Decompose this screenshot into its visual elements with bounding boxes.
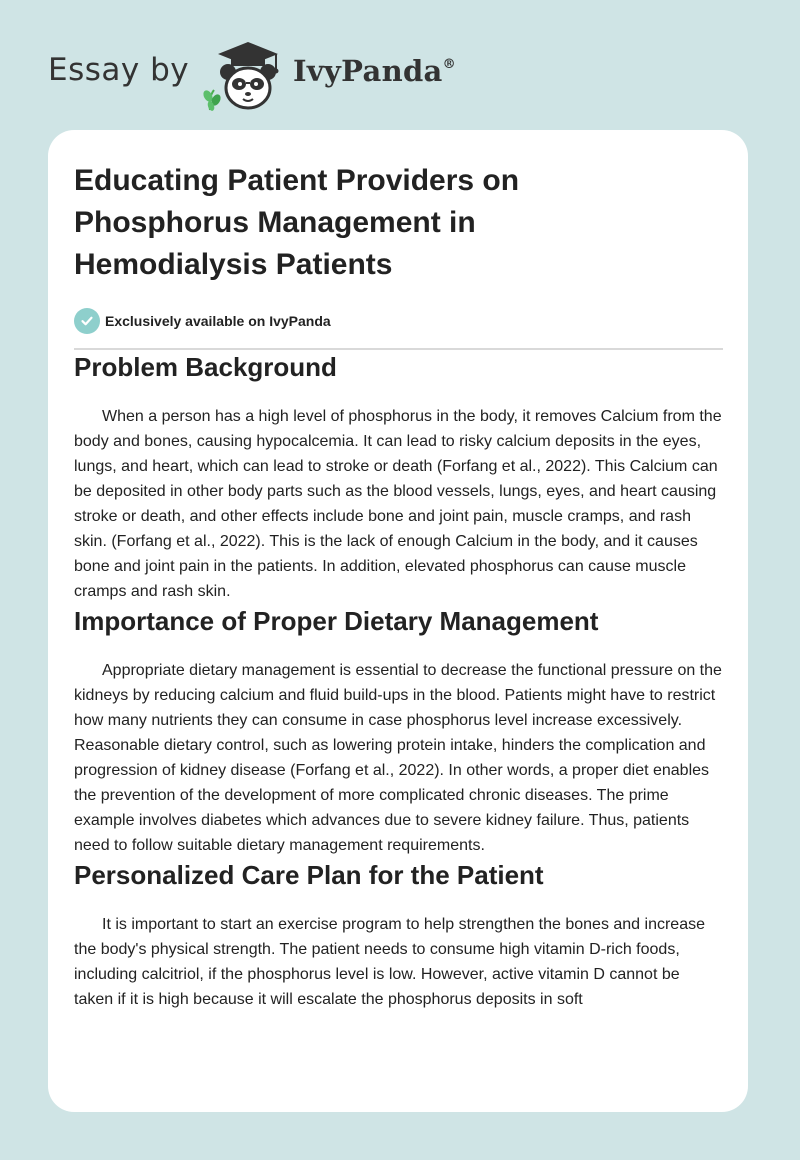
brand-text: IvyPanda <box>293 54 443 88</box>
document-content <box>74 160 723 1012</box>
registered-mark: ® <box>442 57 456 73</box>
panda-logo-icon[interactable] <box>198 36 290 112</box>
badge-text: Exclusively available on IvyPanda <box>105 313 331 329</box>
essay-by-label: Essay by <box>48 52 190 88</box>
checkmark-icon <box>74 308 100 334</box>
document-card <box>48 130 748 1112</box>
site-header <box>48 32 548 112</box>
section-heading-dietary-management: Importance of Proper Dietary Management <box>74 606 599 636</box>
section-paragraph-care-plan: It is important to start an exercise program to help strengthen the bones and increase the body's physical strength. The patient needs to consume high vitamin D-rich foods, including calcitriol, if the phosphorus level is low. However, active vitamin D cannot be taken if it is high because it will escalate the phosphorus deposits in soft <box>74 916 705 1008</box>
section-heading-care-plan: Personalized Care Plan for the Patient <box>74 860 544 890</box>
section-heading-problem-background: Problem Background <box>74 352 337 382</box>
brand-name[interactable] <box>293 54 456 88</box>
exclusive-badge <box>74 308 723 334</box>
section-paragraph-dietary-management: Appropriate dietary management is essential to decrease the functional pressure on the kidneys by reducing calcium and fluid build-ups in the blood. Patients might have to restrict how many nutrients they can consume in case phosphorus level increase excessively. Reasonable dietary control, such as lowering protein intake, hinders the complication and progression of kidney disease (Forfang et al., 2022). In other words, a proper diet enables the prevention of the development of more complicated chronic diseases. The prime example involves diabetes which advances due to severe kidney failure. Thus, patients need to follow suitable dietary management requirements. <box>74 662 722 854</box>
section-paragraph-problem-background: When a person has a high level of phosphorus in the body, it removes Calcium from the body and bones, causing hypocalcemia. It can lead to risky calcium deposits in the eyes, lungs, and heart, which can lead to stroke or death (Forfang et al., 2022). This Calcium can be deposited in other body parts such as the blood vessels, lungs, eyes, and heart causing stroke or death, and other effects include bone and joint pain, muscle cramps, and rash skin. (Forfang et al., 2022). This is the lack of enough Calcium in the body, and it causes bone and joint pain in the patients. In addition, elevated phosphorus can cause muscle cramps and rash skin. <box>74 408 722 600</box>
page-title: Educating Patient Providers on Phosphorus Management in Hemodialysis Patients <box>74 164 520 281</box>
